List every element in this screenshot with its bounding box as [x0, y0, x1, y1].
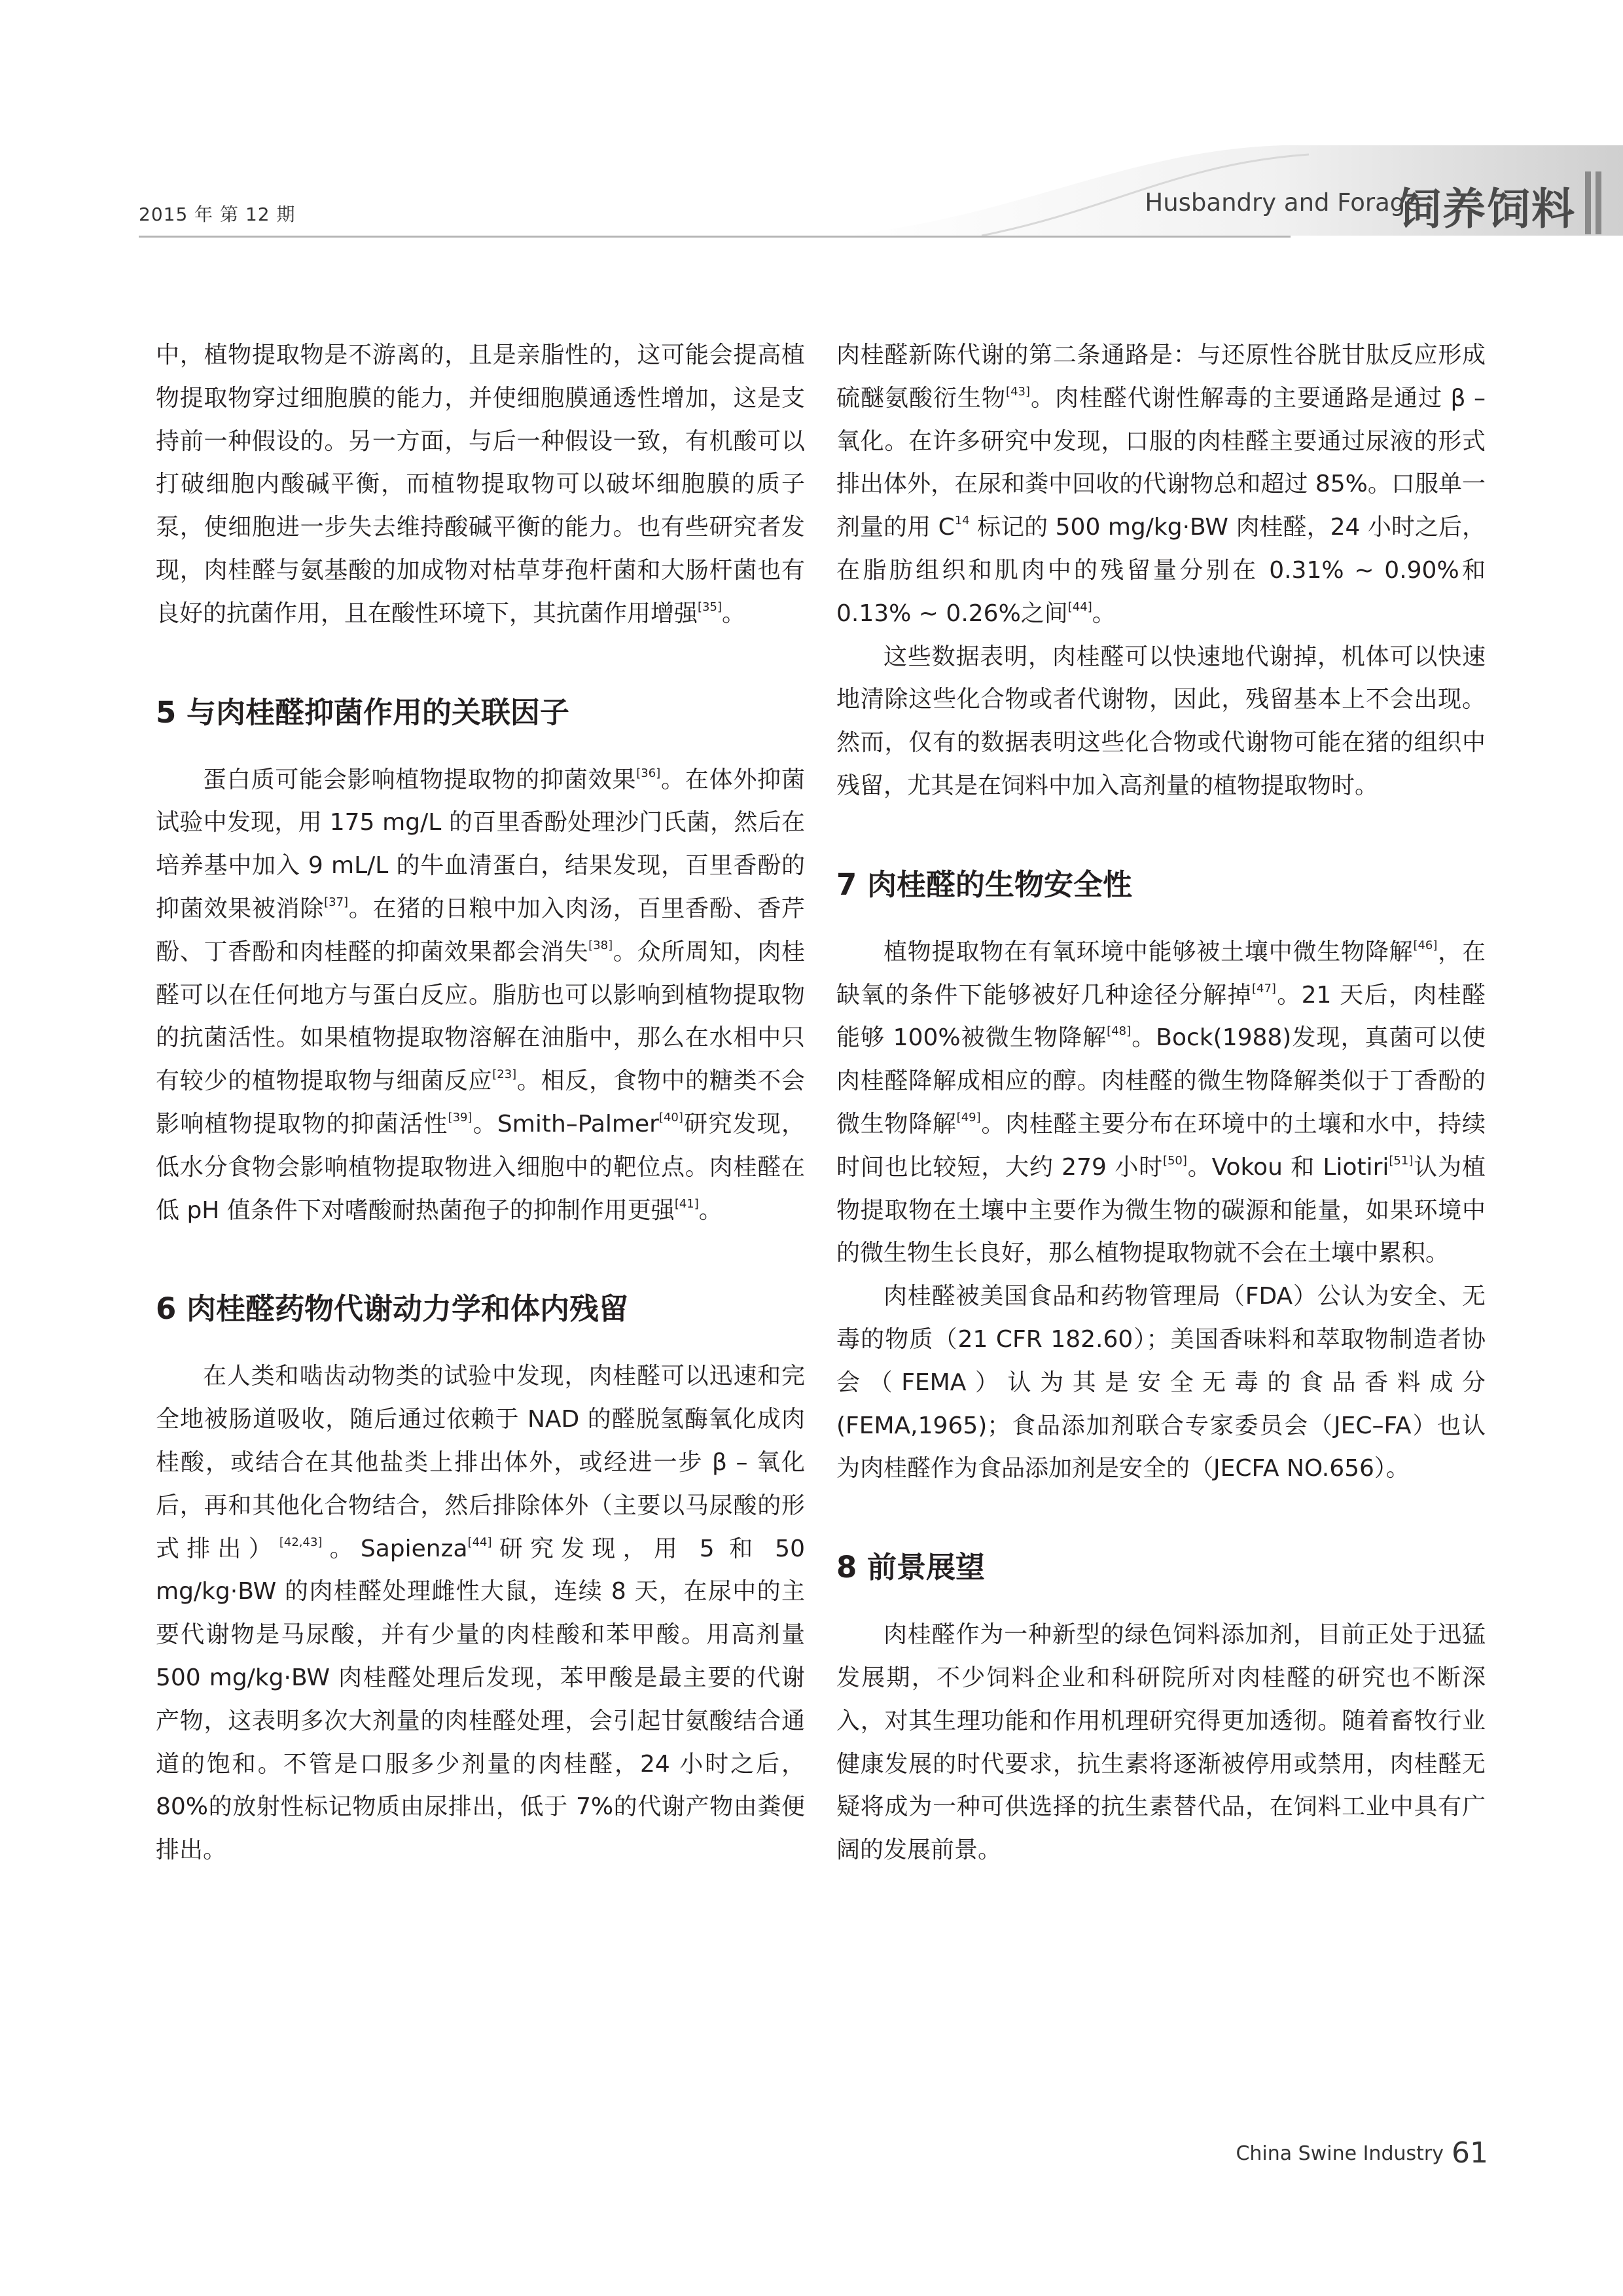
header-rule [139, 236, 1291, 238]
right-column [836, 334, 1486, 1872]
footer-journal-name: China Swine Industry [1236, 2142, 1444, 2165]
paragraph-residue-summary: 这些数据表明，肉桂醛可以快速地代谢掉，机体可以快速地清除这些化合物或者代谢物，因此，残留基本上不会出现。然而，仅有的数据表明这些化合物或代谢物可能在猪的组织中残留，尤其是在饲料中加入高剂量的植物提取物时。 [836, 643, 1486, 799]
page-footer [1236, 2136, 1488, 2170]
page-header [0, 0, 1623, 249]
issue-label: 2015 年 第 12 期 [139, 204, 296, 225]
left-column [156, 334, 805, 1872]
page-number: 61 [1452, 2136, 1488, 2170]
section-title-cn: 饲养饲料 [1398, 184, 1576, 234]
heading-section-7: 7 肉桂醛的生物安全性 [836, 867, 1132, 902]
paragraph-related-factors: 蛋白质可能会影响植物提取物的抑菌效果[36]。在体外抑菌试验中发现，用 175 mg/L 的百里香酚处理沙门氏菌，然后在培养基中加入 9 mL/L 的牛血清蛋白，结果发现，百里香酚的抑菌效果被消除[37]。在猪的日粮中加入肉汤，百里香酚、香芹酚、丁香酚和肉桂醛的抑菌效果都会消失[38]。众所周知，肉桂醛可以在任何地方与蛋白反应。脂肪也可以影响到植物提取物的抗菌活性。如果植物提取物溶解在油脂中，那么在水相中只有较少的植物提取物与细菌反应[23]。相反，食物中的糖类不会影响植物提取物的抑菌活性[39]。Smith–Palmer[40]研究发现，低水分食物会影响植物提取物进入细胞中的靶位点。肉桂醛在低 pH 值条件下对嗜酸耐热菌孢子的抑制作用更强[41]。 [156, 766, 805, 1224]
paragraph-biodegradation: 植物提取物在有氧环境中能够被土壤中微生物降解[46]，在缺氧的条件下能够被好几种途径分解掉[47]。21 天后，肉桂醛能够 100%被微生物降解[48]。Bock(1988)发现，真菌可以使肉桂醛降解成相应的醇。肉桂醛的微生物降解类似于丁香酚的微生物降解[49]。肉桂醛主要分布在环境中的土壤和水中，持续时间也比较短，大约 279 小时[50]。Vokou 和 Liotiri[51]认为植物提取物在土壤中主要作为微生物的碳源和能量，如果环境中的微生物生长良好，那么植物提取物就不会在土壤中累积。 [836, 938, 1486, 1267]
heading-section-6: 6 肉桂醛药物代谢动力学和体内残留 [156, 1291, 628, 1327]
header-bars-icon [1585, 171, 1609, 234]
section-title-en: Husbandry and Forage [1145, 188, 1420, 217]
heading-section-8: 8 前景展望 [836, 1550, 985, 1585]
heading-section-5: 5 与肉桂醛抑菌作用的关联因子 [156, 694, 569, 730]
paragraph-outlook: 肉桂醛作为一种新型的绿色饲料添加剂，目前正处于迅猛发展期，不少饲料企业和科研院所对肉桂醛的研究也不断深入，对其生理功能和作用机理研究得更加透彻。随着畜牧行业健康发展的时代要求，抗生素将逐渐被停用或禁用，肉桂醛无疑将成为一种可供选择的抗生素替代品，在饲料工业中具有广阔的发展前景。 [836, 1621, 1486, 1864]
paragraph-antibacterial-mechanism: 中，植物提取物是不游离的，且是亲脂性的，这可能会提高植物提取物穿过细胞膜的能力，并使细胞膜通透性增加，这是支持前一种假设的。另一方面，与后一种假设一致，有机酸可以打破细胞内酸碱平衡，而植物提取物可以破坏细胞膜的质子泵，使细胞进一步失去维持酸碱平衡的能力。也有些研究者发现，肉桂醛与氨基酸的加成物对枯草芽孢杆菌和大肠杆菌也有良好的抗菌作用，且在酸性环境下，其抗菌作用增强[35]。 [156, 342, 805, 627]
paragraph-metabolic-pathway: 肉桂醛新陈代谢的第二条通路是：与还原性谷胱甘肽反应形成硫醚氨酸衍生物[43]。肉桂醛代谢性解毒的主要通路是通过 β – 氧化。在许多研究中发现，口服的肉桂醛主要通过尿液的形式排出体外，在尿和粪中回收的代谢物总和超过 85%。口服单一剂量的用 $C^{14}$ 标记的 500 mg/kg·BW 肉桂醛，24 小时之后，在脂肪组织和肌肉中的残留量分别在 0.31% ~ 0.90%和 0.13% ~ 0.26%之间[44]。 [836, 342, 1486, 627]
paragraph-pharmacokinetics: 在人类和啮齿动物类的试验中发现，肉桂醛可以迅速和完全地被肠道吸收，随后通过依赖于 NAD 的醛脱氢酶氧化成肉桂酸，或结合在其他盐类上排出体外，或经进一步 β – 氧化后，再和其他化合物结合，然后排除体外（主要以马尿酸的形式排出）[42,43]。Sapienza[44]研究发现，用 5 和 50 mg/kg·BW 的肉桂醛处理雌性大鼠，连续 8 天，在尿中的主要代谢物是马尿酸，并有少量的肉桂酸和苯甲酸。用高剂量 500 mg/kg·BW 肉桂醛处理后发现，苯甲酸是最主要的代谢产物，这表明多次大剂量的肉桂醛处理，会引起甘氨酸结合通道的饱和。不管是口服多少剂量的肉桂醛，24 小时之后，80%的放射性标记物质由尿排出，低于 7%的代谢产物由粪便排出。 [156, 1363, 805, 1864]
paragraph-safety-status: 肉桂醛被美国食品和药物管理局（FDA）公认为安全、无毒的物质（21 CFR 182.60）；美国香味料和萃取物制造者协会（FEMA）认为其是安全无毒的食品香料成分(FEMA,1965)；食品添加剂联合专家委员会（JEC–FA）也认为肉桂醛作为食品添加剂是安全的（JECFA NO.656）。 [836, 1283, 1486, 1482]
